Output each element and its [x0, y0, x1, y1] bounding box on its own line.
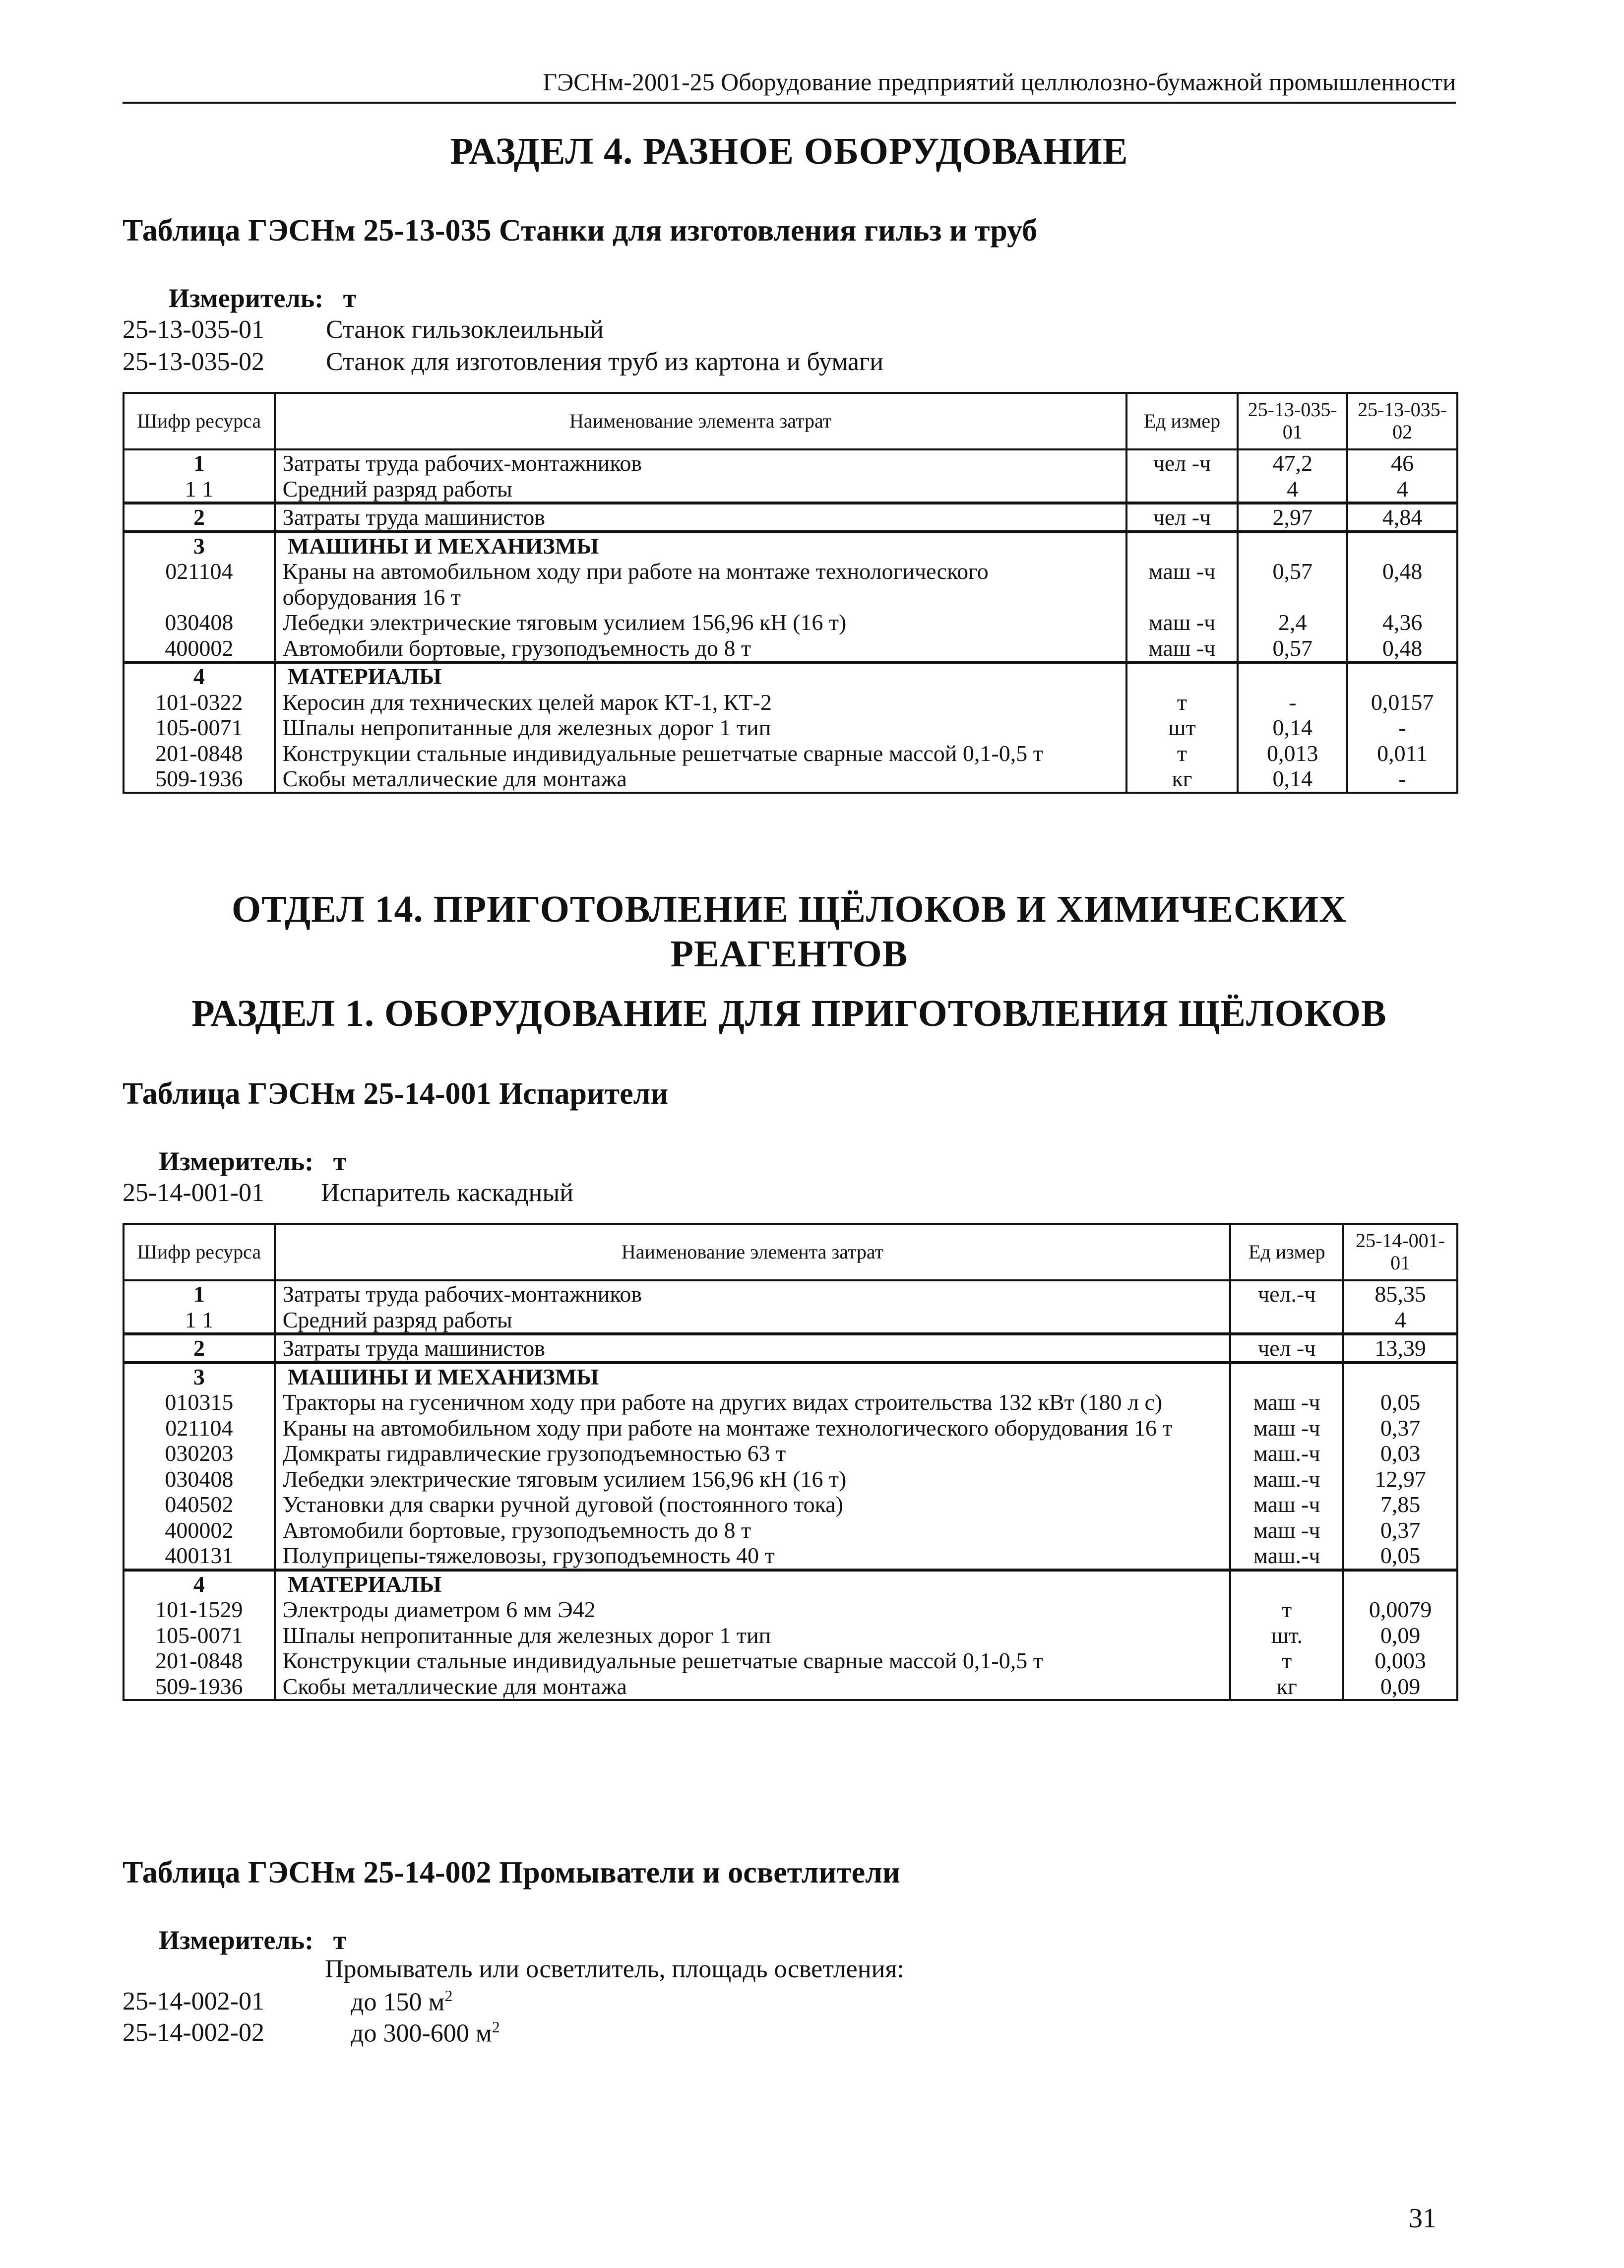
table-row — [124, 662, 1457, 690]
unit-cell — [1230, 1307, 1343, 1334]
table-row — [124, 1334, 1457, 1363]
name-cell: Лебедки электрические тяговым усилием 156,96 кН (16 т) — [275, 1466, 1231, 1492]
name-cell: Полуприцепы-тяжеловозы, грузоподъемность 40 т — [275, 1543, 1231, 1570]
name-cell: МАШИНЫ И МЕХАНИЗМЫ — [275, 532, 1126, 559]
col-header-c2: 25-13-035-02 — [1347, 393, 1457, 449]
col-header-code: Шифр ресурса — [124, 393, 275, 449]
name-cell: Краны на автомобильном ходу при работе на монтаже технологического оборудования 16 т — [275, 1415, 1231, 1441]
measure-label: Измеритель: — [169, 283, 324, 313]
table-row — [124, 559, 1457, 610]
code-cell: 021104 — [124, 1415, 275, 1441]
table-row — [124, 741, 1457, 766]
superscript: 2 — [492, 2018, 500, 2036]
table-row — [124, 1415, 1457, 1441]
table-row — [124, 1648, 1457, 1674]
table-row — [124, 635, 1457, 663]
value-cell: 46 — [1347, 449, 1457, 476]
name-cell: МАТЕРИАЛЫ — [275, 1570, 1231, 1597]
table3-measure — [159, 1925, 346, 1955]
value-cell: 4 — [1238, 476, 1347, 504]
code-cell: 1 1 — [124, 476, 275, 504]
unit-cell: т — [1126, 741, 1238, 766]
code-cell: 1 — [124, 1280, 275, 1307]
unit-cell: чел -ч — [1230, 1334, 1343, 1363]
unit-cell: т — [1126, 690, 1238, 715]
code-cell: 509-1936 — [124, 766, 275, 793]
table-row — [124, 715, 1457, 741]
code-cell: 2 — [124, 1334, 275, 1363]
measure-label: Измеритель: — [159, 1925, 314, 1955]
col-header-name: Наименование элемента затрат — [275, 1224, 1231, 1280]
unit-cell: кг — [1126, 766, 1238, 793]
unit-cell: маш.-ч — [1230, 1543, 1343, 1570]
unit-cell: маш.-ч — [1230, 1441, 1343, 1466]
col-header-c1: 25-14-001-01 — [1343, 1224, 1457, 1280]
value-cell: 0,09 — [1343, 1623, 1457, 1648]
value-cell: 0,03 — [1343, 1441, 1457, 1466]
code-cell: 101-1529 — [124, 1597, 275, 1623]
value-cell: - — [1347, 766, 1457, 793]
header-rule — [123, 102, 1456, 104]
name-cell: Лебедки электрические тяговым усилием 156,96 кН (16 т) — [275, 610, 1126, 635]
superscript: 2 — [444, 1987, 453, 2005]
table1-body — [124, 449, 1457, 793]
unit-cell: чел -ч — [1126, 503, 1238, 532]
code-cell: 1 1 — [124, 1307, 275, 1334]
table-row — [124, 476, 1457, 504]
section1-title: РАЗДЕЛ 1. ОБОРУДОВАНИЕ ДЛЯ ПРИГОТОВЛЕНИЯ ЩЁЛОКОВ — [191, 993, 1387, 1034]
code-cell: 400131 — [124, 1543, 275, 1570]
unit-cell — [1126, 662, 1238, 690]
name-cell: Затраты труда машинистов — [275, 1334, 1231, 1363]
dept14-title-line1: ОТДЕЛ 14. ПРИГОТОВЛЕНИЕ ЩЁЛОКОВ И ХИМИЧЕСКИХ — [231, 888, 1347, 930]
table-row — [124, 1517, 1457, 1543]
value-cell — [1238, 532, 1347, 559]
table-row — [124, 1570, 1457, 1597]
table2-body — [124, 1280, 1457, 1700]
name-cell: Конструкции стальные индивидуальные решетчатые сварные массой 0,1-0,5 т — [275, 1648, 1231, 1674]
value-cell: 0,48 — [1347, 559, 1457, 610]
code: 25-13-035-01 — [123, 315, 264, 344]
name-cell: МАШИНЫ И МЕХАНИЗМЫ — [275, 1363, 1231, 1390]
unit-cell: маш -ч — [1126, 610, 1238, 635]
code-cell: 2 — [124, 503, 275, 532]
code-cell: 400002 — [124, 1517, 275, 1543]
value-cell: 12,97 — [1343, 1466, 1457, 1492]
measure-unit: т — [333, 1925, 347, 1955]
table3-code-line — [123, 2018, 500, 2048]
value-cell: 0,0079 — [1343, 1597, 1457, 1623]
code-name-text: до 300-600 м — [351, 2019, 492, 2048]
table-row — [124, 1389, 1457, 1415]
name-cell: Тракторы на гусеничном ходу при работе на других видах строительства 132 кВт (180 л с) — [275, 1389, 1231, 1415]
table-row — [124, 1623, 1457, 1648]
running-header: ГЭСНм-2001-25 Оборудование предприятий целлюлозно-бумажной промышленности — [543, 68, 1456, 96]
table-row — [124, 1492, 1457, 1517]
value-cell: 7,85 — [1343, 1492, 1457, 1517]
unit-cell: т — [1230, 1648, 1343, 1674]
value-cell: 0,57 — [1238, 559, 1347, 610]
table2-measure — [159, 1146, 346, 1177]
table-row — [124, 449, 1457, 476]
code-cell: 400002 — [124, 635, 275, 663]
table2-caption: Таблица ГЭСНм 25-14-001 Испарители — [123, 1077, 669, 1111]
name-cell: Затраты труда машинистов — [275, 503, 1126, 532]
dept14-title-line2: РЕАГЕНТОВ — [670, 933, 908, 975]
unit-cell: шт — [1126, 715, 1238, 741]
value-cell: 0,09 — [1343, 1674, 1457, 1701]
table1-code-line — [123, 315, 604, 344]
col-header-c1: 25-13-035-01 — [1238, 393, 1347, 449]
value-cell: 0,14 — [1238, 715, 1347, 741]
name-cell: Электроды диаметром 6 мм Э42 — [275, 1597, 1231, 1623]
unit-cell: маш -ч — [1126, 635, 1238, 663]
table-row — [124, 1674, 1457, 1701]
value-cell: 2,4 — [1238, 610, 1347, 635]
code-cell: 101-0322 — [124, 690, 275, 715]
col-header-unit: Ед измер — [1230, 1224, 1343, 1280]
value-cell: 0,14 — [1238, 766, 1347, 793]
value-cell: 47,2 — [1238, 449, 1347, 476]
value-cell: - — [1238, 690, 1347, 715]
table-row — [124, 503, 1457, 532]
code: 25-14-001-01 — [123, 1179, 264, 1207]
col-header-name: Наименование элемента затрат — [275, 393, 1126, 449]
name-cell: Скобы металлические для монтажа — [275, 1674, 1231, 1701]
value-cell: 0,05 — [1343, 1389, 1457, 1415]
value-cell — [1238, 662, 1347, 690]
name-cell: Краны на автомобильном ходу при работе на монтаже технологического оборудования 16 т — [275, 559, 1126, 610]
name-cell: Шпалы непропитанные для железных дорог 1 тип — [275, 715, 1126, 741]
name-cell: Шпалы непропитанные для железных дорог 1 тип — [275, 1623, 1231, 1648]
value-cell: 0,05 — [1343, 1543, 1457, 1570]
unit-cell: чел -ч — [1126, 449, 1238, 476]
value-cell: 13,39 — [1343, 1334, 1457, 1363]
table-row — [124, 610, 1457, 635]
value-cell — [1343, 1570, 1457, 1597]
table-row — [124, 1441, 1457, 1466]
code-cell: 105-0071 — [124, 715, 275, 741]
table3-code-line — [123, 1987, 452, 2016]
unit-cell — [1230, 1363, 1343, 1390]
value-cell: 0,0157 — [1347, 690, 1457, 715]
value-cell: 0,37 — [1343, 1415, 1457, 1441]
code-cell: 021104 — [124, 559, 275, 610]
value-cell: 85,35 — [1343, 1280, 1457, 1307]
table-row — [124, 766, 1457, 793]
value-cell: 2,97 — [1238, 503, 1347, 532]
page-number: 31 — [1409, 2203, 1437, 2234]
code-cell: 3 — [124, 532, 275, 559]
unit-cell: маш.-ч — [1230, 1466, 1343, 1492]
value-cell: 0,003 — [1343, 1648, 1457, 1674]
value-cell: 0,48 — [1347, 635, 1457, 663]
unit-cell: шт. — [1230, 1623, 1343, 1648]
col-header-code: Шифр ресурса — [124, 1224, 275, 1280]
unit-cell: маш -ч — [1230, 1389, 1343, 1415]
code: 25-13-035-02 — [123, 348, 264, 376]
measure-label: Измеритель: — [159, 1146, 314, 1176]
code-name — [351, 1987, 452, 2016]
table1 — [123, 392, 1458, 794]
value-cell: 4,84 — [1347, 503, 1457, 532]
name-cell: Автомобили бортовые, грузоподъемность до 8 т — [275, 635, 1126, 663]
value-cell: 4,36 — [1347, 610, 1457, 635]
code-cell: 3 — [124, 1363, 275, 1390]
code: 25-14-002-02 — [123, 2018, 264, 2047]
value-cell: - — [1347, 715, 1457, 741]
table-row — [124, 1363, 1457, 1390]
name-cell: Автомобили бортовые, грузоподъемность до 8 т — [275, 1517, 1231, 1543]
name-cell: Скобы металлические для монтажа — [275, 766, 1126, 793]
value-cell: 0,37 — [1343, 1517, 1457, 1543]
measure-unit: т — [333, 1146, 347, 1176]
unit-cell: кг — [1230, 1674, 1343, 1701]
code-cell: 201-0848 — [124, 741, 275, 766]
code-name: Станок для изготовления труб из картона и бумаги — [326, 348, 884, 376]
table1-code-line — [123, 347, 883, 377]
name-cell: Средний разряд работы — [275, 476, 1126, 504]
name-cell: Затраты труда рабочих-монтажников — [275, 1280, 1231, 1307]
table-row — [124, 1466, 1457, 1492]
unit-cell: т — [1230, 1597, 1343, 1623]
code-cell: 030408 — [124, 610, 275, 635]
code-cell: 4 — [124, 662, 275, 690]
code-name — [351, 2018, 500, 2048]
code-cell: 040502 — [124, 1492, 275, 1517]
code-cell: 201-0848 — [124, 1648, 275, 1674]
unit-cell: чел.-ч — [1230, 1280, 1343, 1307]
unit-cell — [1230, 1570, 1343, 1597]
table-row — [124, 1280, 1457, 1307]
name-cell: Керосин для технических целей марок КТ-1, КТ-2 — [275, 690, 1126, 715]
table-row — [124, 1597, 1457, 1623]
code-cell: 030408 — [124, 1466, 275, 1492]
unit-cell — [1126, 476, 1238, 504]
value-cell: 0,011 — [1347, 741, 1457, 766]
section4-title: РАЗДЕЛ 4. РАЗНОЕ ОБОРУДОВАНИЕ — [450, 130, 1128, 172]
unit-cell — [1126, 532, 1238, 559]
name-cell: МАТЕРИАЛЫ — [275, 662, 1126, 690]
table3-intro — [325, 1954, 904, 1984]
table-row — [124, 690, 1457, 715]
value-cell — [1347, 662, 1457, 690]
code-name: Станок гильзоклеильный — [326, 315, 604, 344]
unit-cell: маш -ч — [1230, 1492, 1343, 1517]
table-row — [124, 1543, 1457, 1570]
code-cell: 1 — [124, 449, 275, 476]
table2 — [123, 1223, 1458, 1701]
intro-text: Промыватель или осветлитель, площадь осветления: — [325, 1955, 904, 1983]
name-cell: Средний разряд работы — [275, 1307, 1231, 1334]
code-name-text: до 150 м — [351, 1988, 445, 2016]
measure-unit: т — [343, 283, 357, 313]
name-cell: Конструкции стальные индивидуальные решетчатые сварные массой 0,1-0,5 т — [275, 741, 1126, 766]
value-cell — [1347, 532, 1457, 559]
value-cell — [1343, 1363, 1457, 1390]
value-cell: 0,57 — [1238, 635, 1347, 663]
code-cell: 4 — [124, 1570, 275, 1597]
unit-cell: маш -ч — [1230, 1415, 1343, 1441]
table-row — [124, 1307, 1457, 1334]
table-row — [124, 532, 1457, 559]
name-cell: Домкраты гидравлические грузоподъемностью 63 т — [275, 1441, 1231, 1466]
value-cell: 4 — [1343, 1307, 1457, 1334]
unit-cell: маш -ч — [1230, 1517, 1343, 1543]
unit-cell: маш -ч — [1126, 559, 1238, 610]
code-cell: 010315 — [124, 1389, 275, 1415]
table1-measure — [169, 283, 356, 314]
table1-caption: Таблица ГЭСНм 25-13-035 Станки для изготовления гильз и труб — [123, 214, 1038, 248]
code: 25-14-002-01 — [123, 1987, 264, 2016]
table3-caption: Таблица ГЭСНм 25-14-002 Промыватели и осветлители — [123, 1856, 900, 1890]
value-cell: 4 — [1347, 476, 1457, 504]
value-cell: 0,013 — [1238, 741, 1347, 766]
name-cell: Установки для сварки ручной дуговой (постоянного тока) — [275, 1492, 1231, 1517]
code-name: Испаритель каскадный — [321, 1179, 574, 1207]
col-header-unit: Ед измер — [1126, 393, 1238, 449]
table2-code-line — [123, 1178, 573, 1207]
code-cell: 030203 — [124, 1441, 275, 1466]
name-cell: Затраты труда рабочих-монтажников — [275, 449, 1126, 476]
code-cell: 105-0071 — [124, 1623, 275, 1648]
code-cell: 509-1936 — [124, 1674, 275, 1701]
